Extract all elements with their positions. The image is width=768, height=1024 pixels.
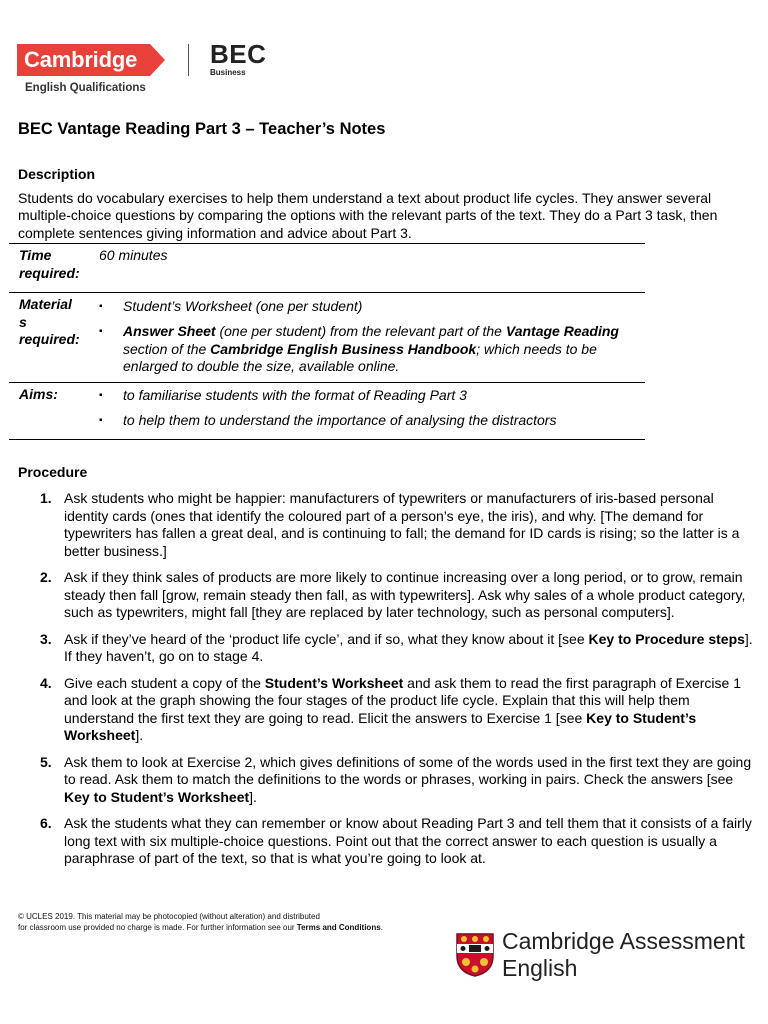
description-text: Students do vocabulary exercises to help them understand a text about product life cycles. They answer several multiple-choice questions by comparing the options with the relevant parts of the text. They do a Part 3 task, then complete sentences giving information and advice about Part 3. (18, 190, 718, 241)
aims-row (9, 383, 645, 440)
terms-link[interactable]: Terms and Conditions (296, 922, 381, 932)
cambridge-logo-text: Cambridge (24, 47, 138, 72)
list-item: ▪ to help them to understand the importance of analysing the distractors (99, 412, 557, 429)
copyright-notice: © UCLES 2019. This material may be photocopied (without alteration) and distributed for classroom use provided no charge is made. For further information see our Terms and Conditions. (18, 912, 383, 932)
procedure-step-5: 5. Ask them to look at Exercise 2, which gives definitions of some of the words used in the first text they are going to read. Ask them to match the definitions to the words or phrases, working in pairs. Check the answers [see Key to Student’s Worksheet]. (40, 753, 752, 805)
procedure-step-4: 4. Give each student a copy of the Student’s Worksheet and ask them to read the first paragraph of Exercise 1 and look at the graph showing the four stages of the product life cycle. Explain that this will help them understand the first text they are going to read. Elicit the answers to Exercise 1 [see Key to Student’s Worksheet]. (40, 674, 742, 743)
cambridge-assessment-logo-text: Cambridge Assessment (502, 928, 745, 954)
bullet-icon: ▪ (99, 326, 103, 338)
list-item: ▪ to familiarise students with the format of Reading Part 3 (99, 387, 467, 403)
description-heading: Description (18, 166, 96, 182)
bec-logo: BEC (210, 39, 267, 69)
english-qualifications-label: English Qualifications (25, 82, 146, 94)
aims-label: Aims: (19, 386, 58, 402)
time-value: 60 minutes (99, 247, 168, 263)
materials-row (9, 293, 645, 383)
page-title: BEC Vantage Reading Part 3 – Teacher’s Notes (18, 120, 386, 138)
list-item: ▪ Student’s Worksheet (one per student) (99, 298, 363, 314)
bullet-icon: ▪ (99, 415, 103, 427)
procedure-step-6: 6. Ask the students what they can remember or know about Reading Part 3 and tell them that it consists of a fairly long text with six multiple-choice questions. Point out that the correct answer to each question is usually a paraphrase of part of the text, so that is what you’re going to look at. (40, 815, 752, 866)
materials-list (99, 293, 645, 375)
list-item: ▪ Answer Sheet (one per student) from the relevant part of the Vantage Reading section of the Cambridge English Business Handbook; which needs to be enlarged to double the size, available online. (99, 323, 619, 374)
procedure-step-2: 2. Ask if they think sales of products are more likely to continue increasing over a long period, or to grow, remain steady then fall [grow, remain steady then fall, as with typewriters]. Ask why sales of a whole product category, such as typewriters, might fall [they are replaced by later technology, such as personal computers]. (40, 569, 746, 620)
header-divider (188, 44, 189, 76)
procedure-step-3: 3. Ask if they’ve heard of the ‘product life cycle’, and if so, what they know about it [see Key to Procedure steps]. If they haven’t, go on to stage 4. (40, 630, 753, 664)
bec-business-label: Business (210, 68, 246, 77)
procedure-steps (18, 490, 753, 877)
time-row (9, 243, 645, 293)
cambridge-assessment-english-text: English (502, 955, 578, 981)
cambridge-shield-icon (455, 932, 495, 978)
aims-list (99, 383, 645, 430)
notes-table (9, 243, 645, 440)
procedure-heading: Procedure (18, 464, 88, 480)
materials-label: Material s required: (19, 296, 80, 347)
time-label: Time required: (19, 247, 80, 281)
procedure-step-1: 1. Ask students who might be happier: manufacturers of typewriters or manufacturers of iris-based personal identity cards (ones that identify the coloured part of a person’s eye, the iris), and why. [The demand for typewriters has fallen a great deal, and is continuing to fall; the demand for ID cards is rising; so the latter is a better business.] (40, 490, 740, 559)
bullet-icon: ▪ (99, 301, 103, 312)
bullet-icon: ▪ (99, 390, 103, 401)
